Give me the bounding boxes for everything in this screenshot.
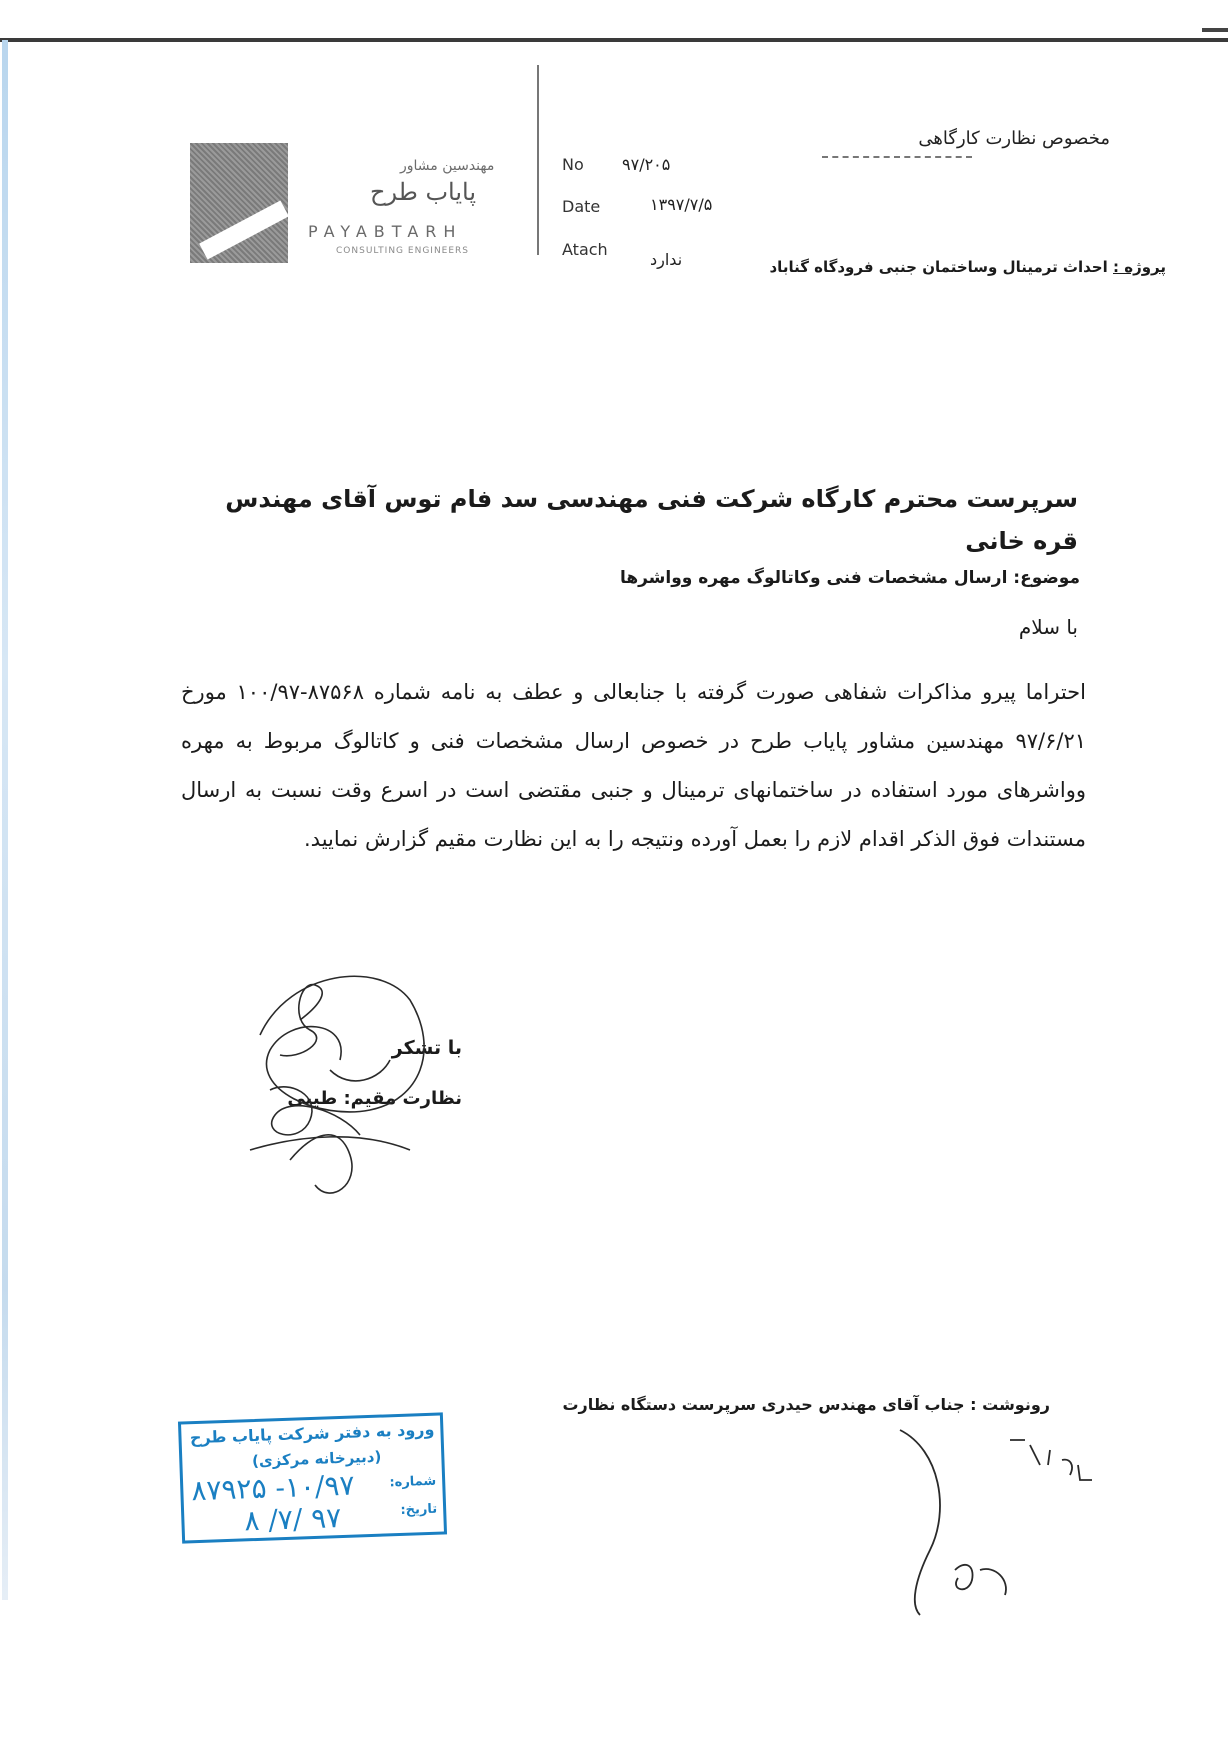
stamp-subtitle: (دبیرخانه مرکزی): [251, 1447, 382, 1471]
scan-corner-mark: [1202, 28, 1228, 32]
confidential-note: مخصوص نظارت کارگاهی: [918, 128, 1110, 149]
stamp-title: ورود به دفتر شرکت پایاب طرح: [189, 1419, 435, 1448]
letter-recipient: سرپرست محترم کارگاه شرکت فنی مهندسی سد فام توس آقای مهندس قره خانی: [225, 485, 1078, 555]
letter-greeting: با سلام: [1018, 615, 1078, 639]
logo-english-subtitle: CONSULTING ENGINEERS: [336, 246, 470, 256]
stamp-date-label: تاریخ:: [400, 1501, 438, 1518]
logo-slash-shape: [199, 200, 288, 259]
letter-subject: موضوع: ارسال مشخصات فنی وکاتالوگ مهره وواشرها: [619, 568, 1080, 588]
attach-label: Atach: [562, 240, 608, 259]
scan-top-edge: [0, 38, 1228, 42]
company-logo-icon: [190, 143, 288, 263]
date-value: ۱۳۹۷/۷/۵: [650, 195, 713, 214]
project-line: [769, 258, 1166, 276]
no-value: ۹۷/۲۰۵: [622, 155, 671, 174]
copy-recipient: رونوشت : جناب آقای مهندس حیدری سرپرست دستگاه نظارت: [562, 1395, 1050, 1414]
project-label: پروژه :: [1113, 258, 1166, 276]
dashed-rule: [822, 156, 972, 158]
stamp-number-value: ۱۰/۹۷- ۸۷۹۲۵: [190, 1468, 356, 1508]
stamp-date-value: ۹۷ /۷/ ۸: [243, 1501, 342, 1538]
letter-closing: با تشکر: [391, 1037, 462, 1059]
letter-signatory: نظارت مقیم: طیبی: [287, 1088, 462, 1109]
header-divider: [537, 65, 539, 255]
handwritten-initial-icon: [880, 1420, 1120, 1620]
logo-persian-name: پایاب طرح: [370, 178, 477, 206]
letter-body: احتراما پیرو مذاکرات شفاهی صورت گرفته با جنابعالی و عطف به نامه شماره ۸۷۵۶۸-۱۰۰/۹۷ مورخ ۹۷/۶/۲۱ مهندسین مشاور پایاب طرح در خصوص ارسال مشخصات فنی و کاتالوگ مربوط به مهره وواشرهای مورد استفاده در ساختمانهای ترمینال و جنبی مقتضی است در اسرع وقت نسبت به ارسال مستندات فوق الذکر اقدام لازم را بعمل آورده ونتیجه را به این نظارت مقیم گزارش نمایید.: [181, 680, 1086, 851]
handwritten-signature-icon: [230, 960, 460, 1210]
project-value: احداث ترمینال وساختمان جنبی فرودگاه گناباد: [769, 258, 1108, 276]
attach-value: ندارد: [650, 250, 683, 269]
logo-english-name: PAYABTARH: [308, 222, 463, 241]
received-stamp: [178, 1412, 447, 1543]
no-label: No: [562, 155, 584, 174]
stamp-number-label: شماره:: [389, 1473, 437, 1491]
scan-left-edge: [2, 40, 8, 1600]
logo-persian-subtitle: مهندسین مشاور: [400, 158, 495, 174]
date-label: Date: [562, 197, 601, 216]
